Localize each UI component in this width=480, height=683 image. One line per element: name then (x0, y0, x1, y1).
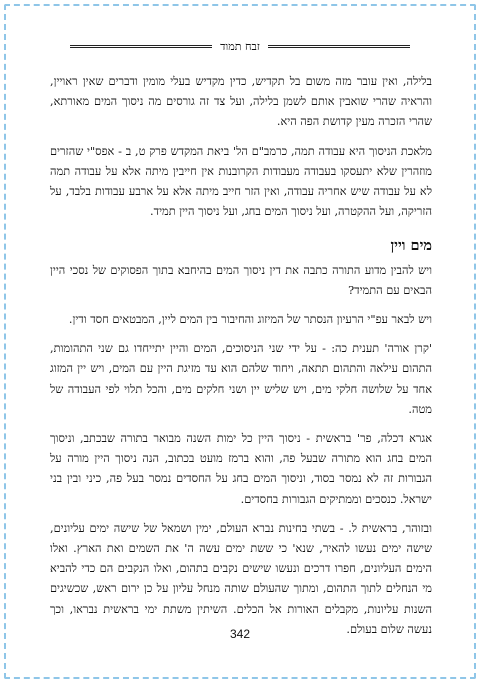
paragraph: בלילה, ואין עובר מזה משום בל תקדיש, כדין מקדיש בעלי מומין ודברים שאין ראויין, והראיה שהרי שואבין אותם לשמן בלילה, ועל צד זה גורסים מה ניסוך המים מאורתא, שהרי הזכרה מעין קדושת הפה היא. (50, 75, 432, 129)
running-head (70, 40, 410, 53)
paragraph: אגרא דכלה, פר' בראשית - ניסוך היין כל ימות השנה מבואר בתורה שבכתב, וניסוך המים בחג הוא מתורה שבעל פה, והוא ברמז מועט בכתוב, הנה ניסוך היין מורה על הגבורות זה לא נמסר בסוד, וניסוך המים בחג על החסדים נמסר בעל פה, כיני ובין בני ישראל. כנסכים וממתיקים הגבורות בחסדים. (50, 432, 432, 506)
header-rule-left (70, 45, 212, 48)
page-body (50, 72, 432, 649)
paragraph: 'קרן אורה' תענית כה: - על ידי שני הניסוכים, המים והיין יתייחדו גם שני התהומות, התהום עילאה והתהום תתאה, ויחוד שלהם הוא עד מזיגת היין עם המים, ויש יין המזוג אחד על שלושה חלקי מים, ויש שליש יין ושני חלקים מים, והכל תלוי לפי העבודה של מטה. (50, 342, 432, 416)
running-head-title: זבח תמוד (220, 40, 260, 53)
page-number: 342 (229, 627, 251, 641)
paragraph: ויש לבאר עפ"י הרעיון הנסתר של המיזוג והחיבור בין המים ליין, המבטאים חסד ודין. (68, 313, 432, 327)
header-rule-right (268, 45, 410, 48)
paragraph: מלאכת הניסוך היא עבודה תמה, כרמב"ם הל' ביאת המקדש פרק ט, ב - אפס"י שהזרים מוזהרין שלא יתעסקו בעבודה מעבודות הקרובנות אין חייבין מיתה אלא על עבודה תמה לא על עבודה שיש אחריה עבודה, ואין הזר חייב מיתה אלא על ארבע עבודות בלבד, על הזריקה, ועל ההקטרה, ועל ניסוך המים בחג, ועל ניסוך היין תמיד. (50, 144, 432, 219)
paragraph: ויש להבין מדוע התורה כתבה את דין ניסוך המים בהיחבא בתוך הפסוקים של נסכי היין הבאים עם התמיד? (50, 263, 432, 297)
section-heading: מים ויין (390, 237, 432, 255)
paragraph: ובזוהר, בראשית ל. - בשתי בחינות נברא העולם, ימין ושמאל של שישה ימים עליונים, שישה ימים נעשו להאיר, שנא' כי ששת ימים עשה ה' את השמים ואת הארץ. ואלו הימים העליונים, חפרו דרכים ונעשו שישים נקבים בתהום, ואלו הנקבים הם כדי להביא מי הנחלים לתוך התהום, ומתוך שהעולם שותה מנחל עליון על כן ירום ראש, שכשיגים השנות עליונות, מקבלים האורות אל הכלים. השיתין משתת ימי בראשית נבראו, וכך נעשה שלום בעולם. (50, 521, 432, 636)
